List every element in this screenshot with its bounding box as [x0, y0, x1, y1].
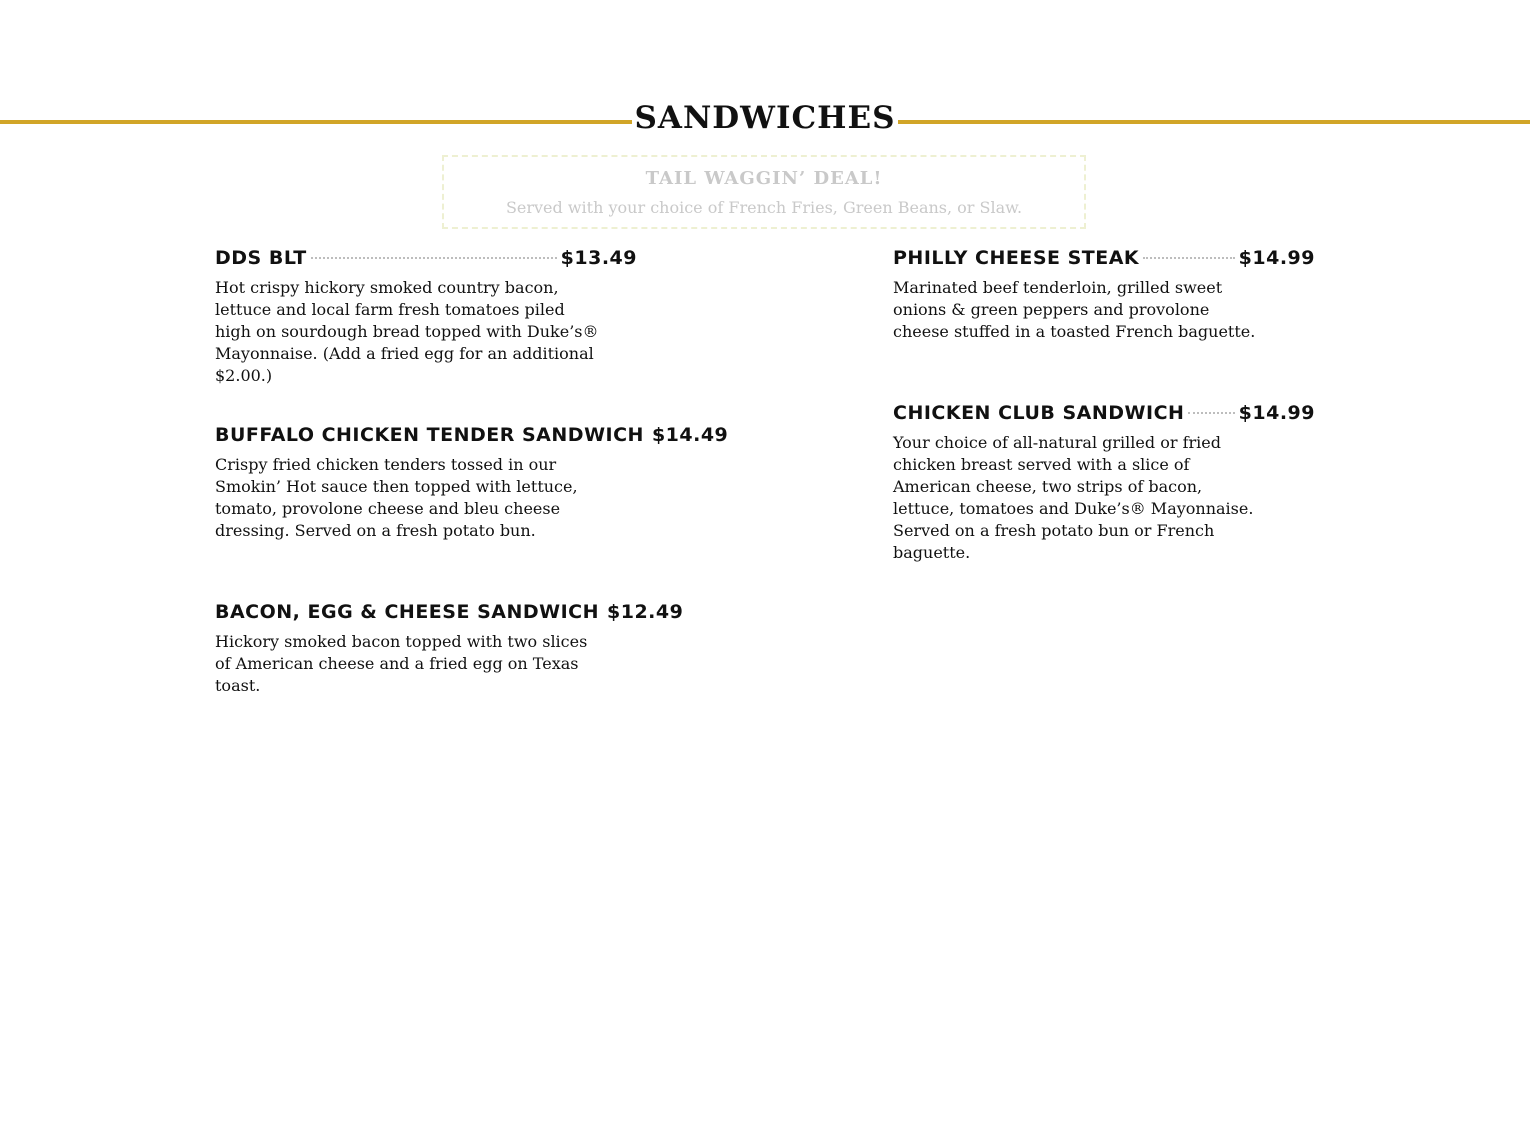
menu-item-description: Hot crispy hickory smoked country bacon, lettuce and local farm fresh tomatoes piled high on sourdough bread topped with Duke’s® Mayonnaise. (Add a fried egg for an additional $2.00.) — [215, 278, 599, 385]
menu-item-chicken-club — [893, 400, 1315, 564]
menu-item-header — [215, 422, 728, 448]
section-title: SANDWICHES — [634, 100, 896, 136]
deal-box — [442, 155, 1086, 229]
menu-item-header — [215, 599, 683, 625]
menu-item-description: Marinated beef tenderloin, grilled sweet onions & green peppers and provolone cheese stuffed in a toasted French baguette. — [893, 278, 1256, 341]
menu-item-price: $13.49 — [560, 247, 637, 269]
dot-leader — [311, 257, 557, 259]
menu-item-name: BUFFALO CHICKEN TENDER SANDWICH — [215, 424, 644, 446]
menu-item-price: $14.99 — [1238, 402, 1315, 424]
deal-subtitle: Served with your choice of French Fries, Green Beans, or Slaw. — [505, 198, 1023, 217]
dot-leader — [1143, 257, 1235, 259]
deal-title: TAIL WAGGIN’ DEAL! — [645, 168, 883, 189]
menu-item-header — [215, 245, 637, 271]
menu-item-bacon-egg-cheese — [215, 599, 683, 697]
menu-item-philly-cheese-steak — [893, 245, 1315, 343]
menu-item-description: Your choice of all-natural grilled or fried chicken breast served with a slice of American cheese, two strips of bacon, lettuce, tomatoes and Duke’s® Mayonnaise. Served on a fresh potato bun or French baguette. — [893, 433, 1254, 562]
menu-item-price: $14.99 — [1238, 247, 1315, 269]
menu-item-buffalo-chicken — [215, 422, 728, 542]
menu-item-name: DDS BLT — [215, 247, 307, 269]
menu-item-description: Crispy fried chicken tenders tossed in our Smokin’ Hot sauce then topped with lettuce, tomato, provolone cheese and bleu cheese dressing. Served on a fresh potato bun. — [215, 455, 578, 540]
dot-leader — [1188, 412, 1234, 414]
menu-item-header — [893, 245, 1315, 271]
menu-item-description: Hickory smoked bacon topped with two slices of American cheese and a fried egg on Texas toast. — [215, 632, 588, 695]
header-rule-left — [0, 120, 632, 124]
section-header — [0, 96, 1530, 148]
header-rule-right — [898, 120, 1530, 124]
menu-item-price: $14.49 — [651, 424, 729, 446]
menu-item-price: $12.49 — [607, 601, 684, 623]
menu-item-header — [893, 400, 1315, 426]
menu-item-name: CHICKEN CLUB SANDWICH — [893, 402, 1185, 424]
menu-item-name: PHILLY CHEESE STEAK — [893, 247, 1140, 269]
menu-item-dds-blt — [215, 245, 637, 387]
menu-item-name: BACON, EGG & CHEESE SANDWICH — [215, 601, 599, 623]
